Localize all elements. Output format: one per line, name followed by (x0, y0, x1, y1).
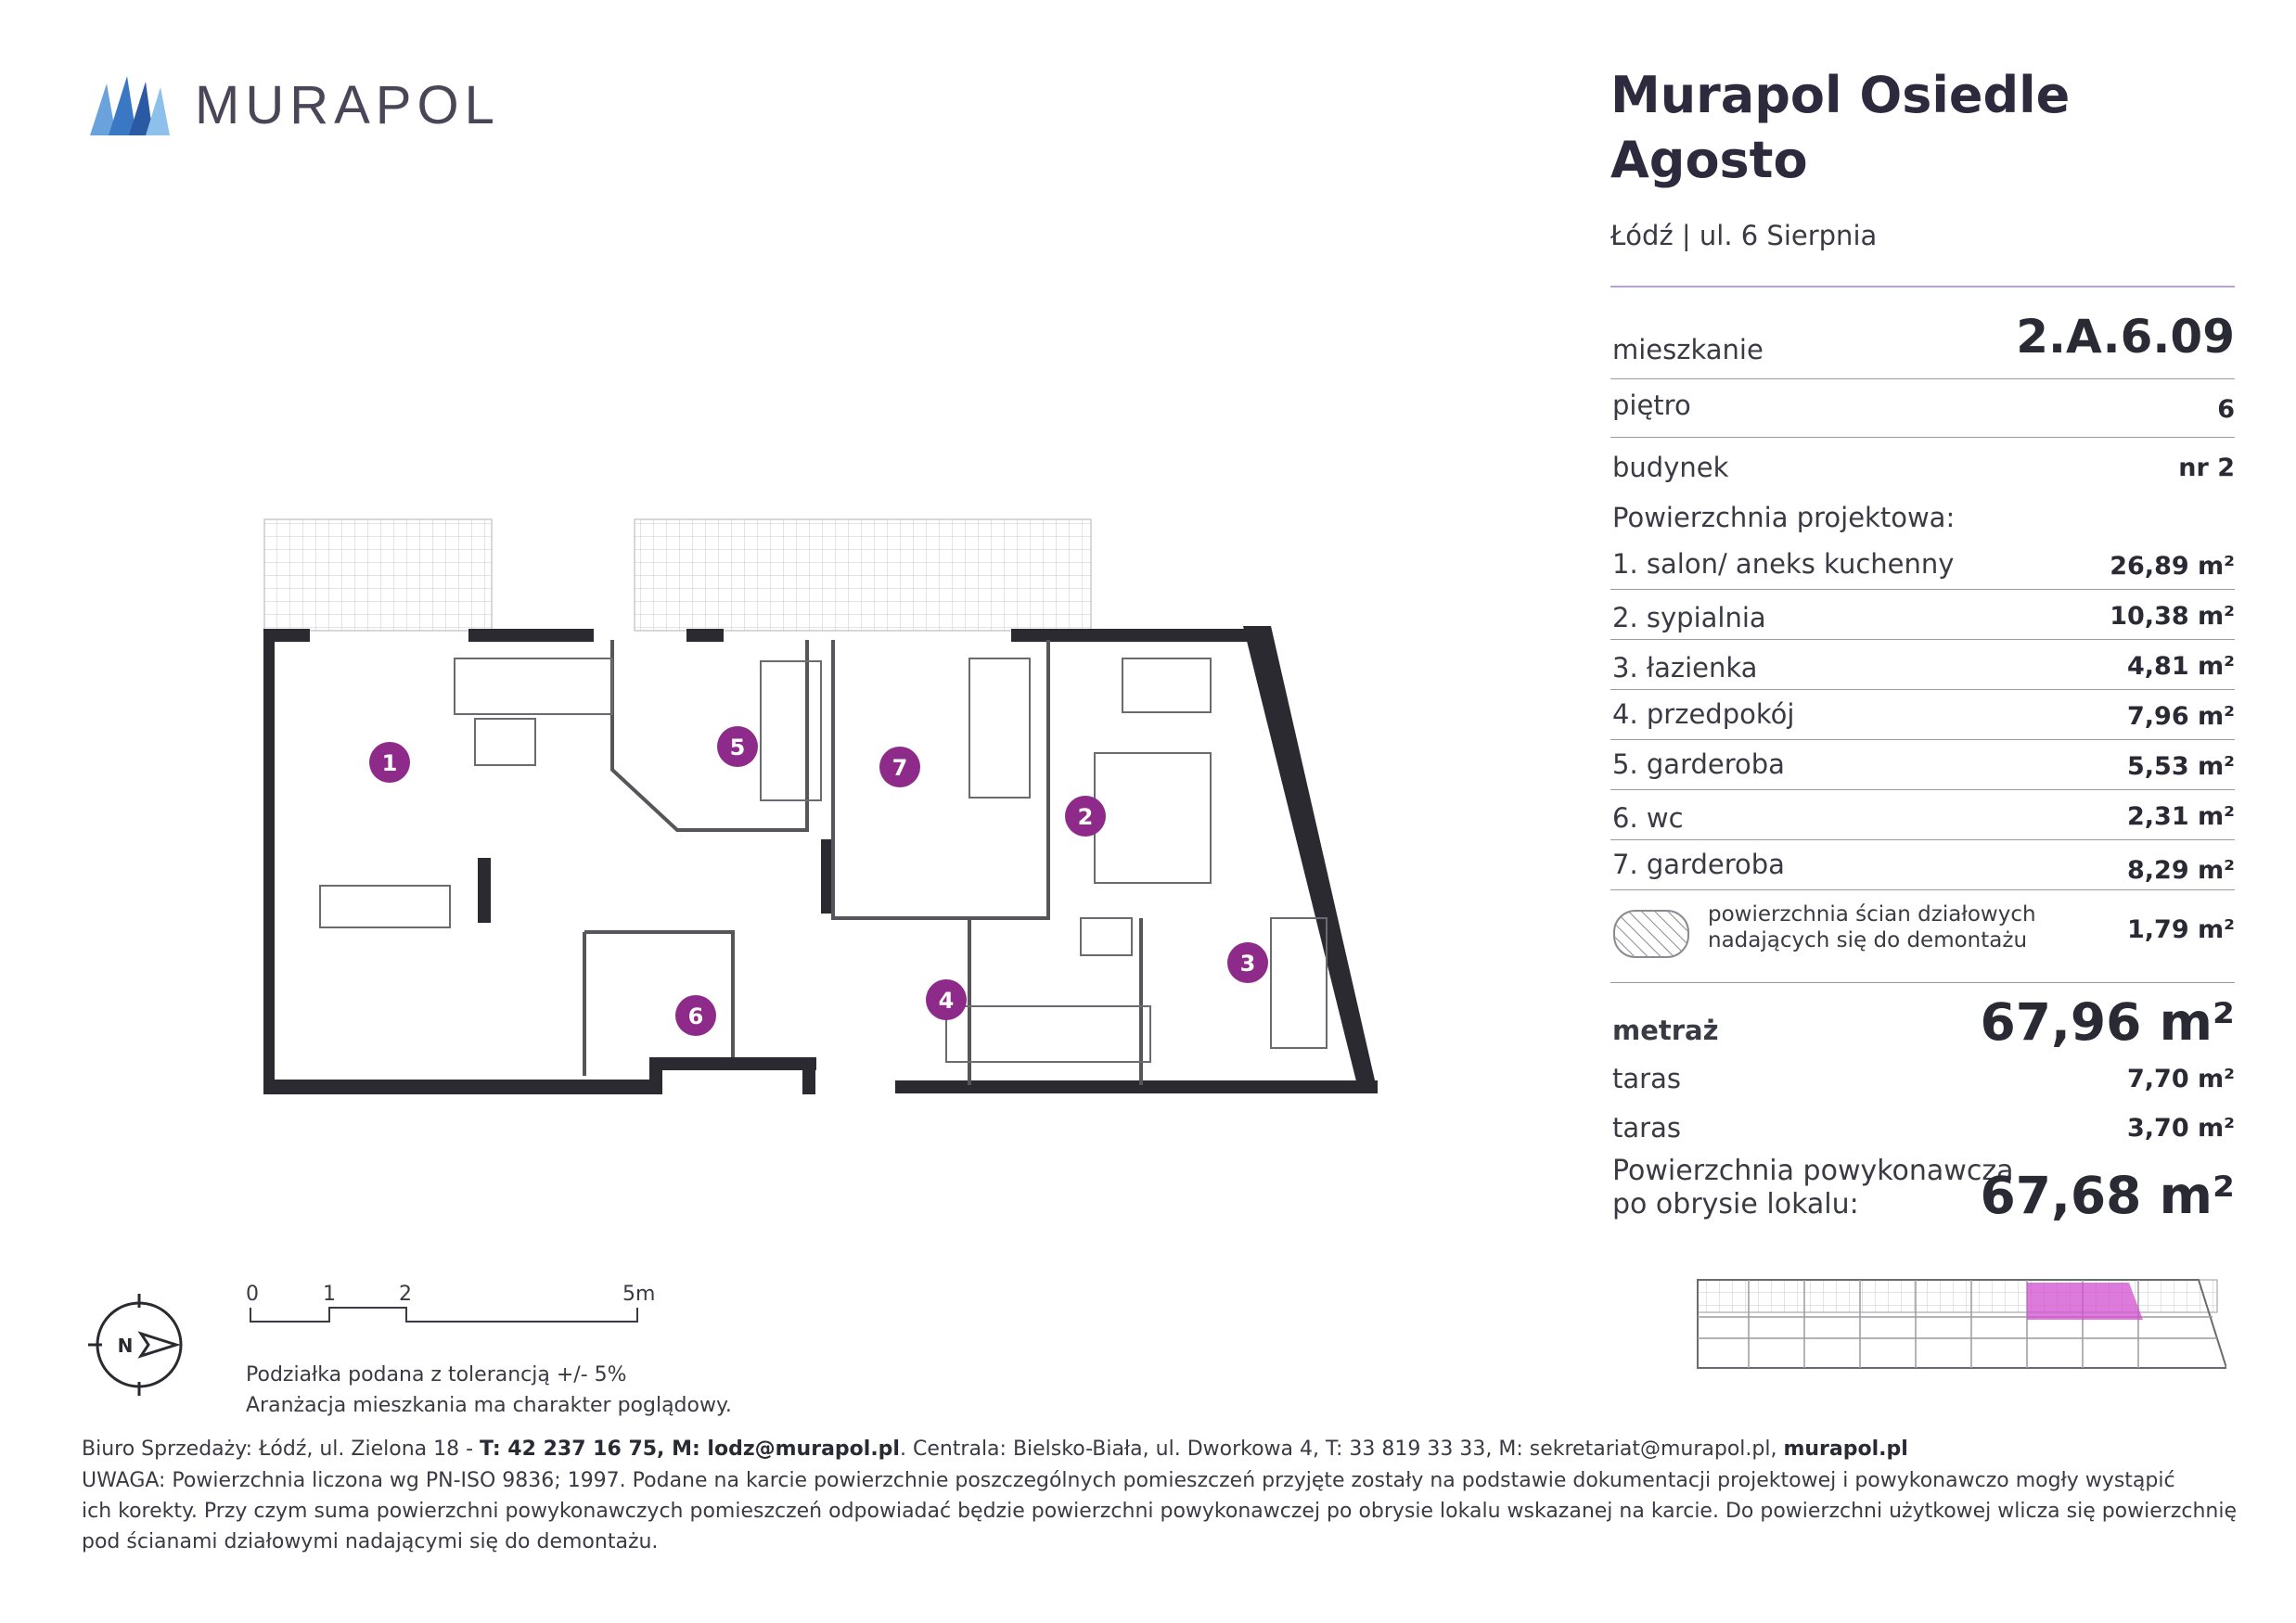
scale-tick: 2 (399, 1283, 412, 1306)
room-name: 2. sypialnia (1612, 602, 1766, 633)
room-marker-label: 3 (1239, 951, 1256, 977)
room-area: 7,96 m² (2127, 702, 2235, 731)
room-row (1610, 639, 2235, 690)
terrace-label: taras (1612, 1063, 1681, 1094)
terrace-value: 7,70 m² (2127, 1065, 2235, 1093)
walls-line1: powierzchnia ścian działowych (1708, 902, 2036, 927)
scale-note: Aranżacja mieszkania ma charakter poglądowy. (246, 1394, 732, 1417)
as-built-line1: Powierzchnia powykonawcza (1612, 1155, 2014, 1187)
building-row (1610, 437, 2235, 492)
room-area: 10,38 m² (2110, 602, 2235, 631)
footer-phone[interactable]: T: 42 237 16 75, M: lodz@murapol.pl (480, 1438, 900, 1461)
room-area: 2,31 m² (2127, 802, 2235, 831)
terrace-label: taras (1612, 1112, 1681, 1144)
apartment-label: mieszkanie (1612, 334, 1764, 365)
as-built-value: 67,68 m² (1980, 1166, 2235, 1225)
terrace-area (264, 519, 492, 631)
room-area: 5,53 m² (2127, 752, 2235, 781)
room-markers (369, 726, 1268, 1036)
room-name: 1. salon/ aneks kuchenny (1612, 548, 1955, 580)
room-row (1610, 839, 2235, 890)
scale-note: Podziałka podana z tolerancją +/- 5% (246, 1363, 627, 1387)
title-divider (1610, 286, 2235, 288)
terrace-row (1610, 1106, 2235, 1155)
footer-note: UWAGA: Powierzchnia liczona wg PN-ISO 9836; 1997. Podane na karcie powierzchnie poszczególnych pomieszczeń przyjęte zostały na podstawie dokumentacji projektowej i powykonawczo mogły wystąpić (82, 1469, 2175, 1492)
terrace-area (635, 519, 1091, 631)
design-area-row (1610, 492, 2235, 539)
project-title-line1: Murapol Osiedle (1610, 66, 2071, 124)
floor-label: piętro (1612, 390, 1691, 421)
compass-icon (83, 1289, 195, 1400)
partition (478, 858, 491, 923)
footer-text: Biuro Sprzedaży: Łódź, ul. Zielona 18 - (82, 1438, 481, 1461)
room-marker-label: 2 (1077, 804, 1094, 830)
as-built-line2: po obrysie lokalu: (1612, 1188, 1859, 1220)
room-row (1610, 739, 2235, 790)
room-name: 3. łazienka (1612, 652, 1758, 684)
room-name: 4. przedpokój (1612, 698, 1795, 730)
scale-tick: 5m (622, 1283, 656, 1306)
project-title-line2: Agosto (1610, 131, 1808, 189)
metraz-label: metraż (1612, 1015, 1719, 1046)
room-area: 26,89 m² (2110, 552, 2235, 581)
room-marker-label: 5 (729, 735, 746, 760)
apartment-highlight (2027, 1283, 2143, 1320)
footer-note: pod ścianami działowymi nadającymi się do demontażu. (82, 1530, 659, 1553)
building-label: budynek (1612, 452, 1729, 483)
floor-plan (250, 510, 1401, 1104)
room-row (1610, 539, 2235, 590)
scale-tick: 1 (323, 1283, 336, 1306)
interior-walls (584, 640, 1141, 1085)
murapol-logo-icon (88, 72, 172, 137)
room-name: 6. wc (1612, 802, 1684, 834)
footer-text: . Centrala: Bielsko-Biała, ul. Dworkowa 4, T: 33 819 33 33, M: sekretariat@murapol.pl, (899, 1438, 1784, 1461)
walls-line2: nadających się do demontażu (1708, 928, 2028, 952)
key-plan (1693, 1266, 2226, 1387)
room-area: 8,29 m² (2127, 856, 2235, 885)
walls-row (1610, 889, 2235, 983)
design-area-label: Powierzchnia projektowa: (1612, 502, 1956, 533)
room-row (1610, 689, 2235, 740)
floor-value: 6 (2217, 395, 2235, 424)
floor-row (1610, 378, 2235, 438)
terrace-row (1610, 1057, 2235, 1105)
scale-bar (237, 1280, 663, 1354)
footer-contact (82, 1438, 1908, 1461)
room-name: 7. garderoba (1612, 849, 1785, 880)
room-row (1610, 589, 2235, 640)
metraz-value: 67,96 m² (1980, 992, 2235, 1052)
room-row (1610, 789, 2235, 840)
room-area: 4,81 m² (2127, 652, 2235, 681)
project-address: Łódź | ul. 6 Sierpnia (1610, 220, 1878, 251)
apartment-row (1610, 306, 2235, 379)
hatch-pattern-icon (1613, 910, 1689, 958)
room-marker-label: 6 (687, 1003, 704, 1029)
as-built-row (1610, 1155, 2235, 1238)
walls-area: 1,79 m² (2127, 915, 2235, 944)
footer-note: ich korekty. Przy czym suma powierzchni powykonawczych pomieszczeń odpowiadać będzie powierzchni powykonawczej po obrysie lokalu wskazanej na karcie. Do powierzchni użytkowej wlicza się powierzchnię (82, 1500, 2238, 1523)
room-marker-label: 4 (938, 988, 955, 1014)
footer-website-link[interactable]: murapol.pl (1783, 1438, 1908, 1461)
scale-tick: 0 (246, 1283, 259, 1306)
terrace-value: 3,70 m² (2127, 1114, 2235, 1143)
room-marker-label: 7 (891, 755, 908, 781)
building-value: nr 2 (2178, 454, 2235, 482)
project-title (1610, 63, 2260, 193)
room-marker-label: 1 (381, 750, 398, 776)
compass-letter: N (117, 1335, 134, 1357)
brand-name: MURAPOL (195, 75, 500, 135)
apartment-value: 2.A.6.09 (2016, 310, 2235, 364)
room-name: 5. garderoba (1612, 748, 1785, 780)
